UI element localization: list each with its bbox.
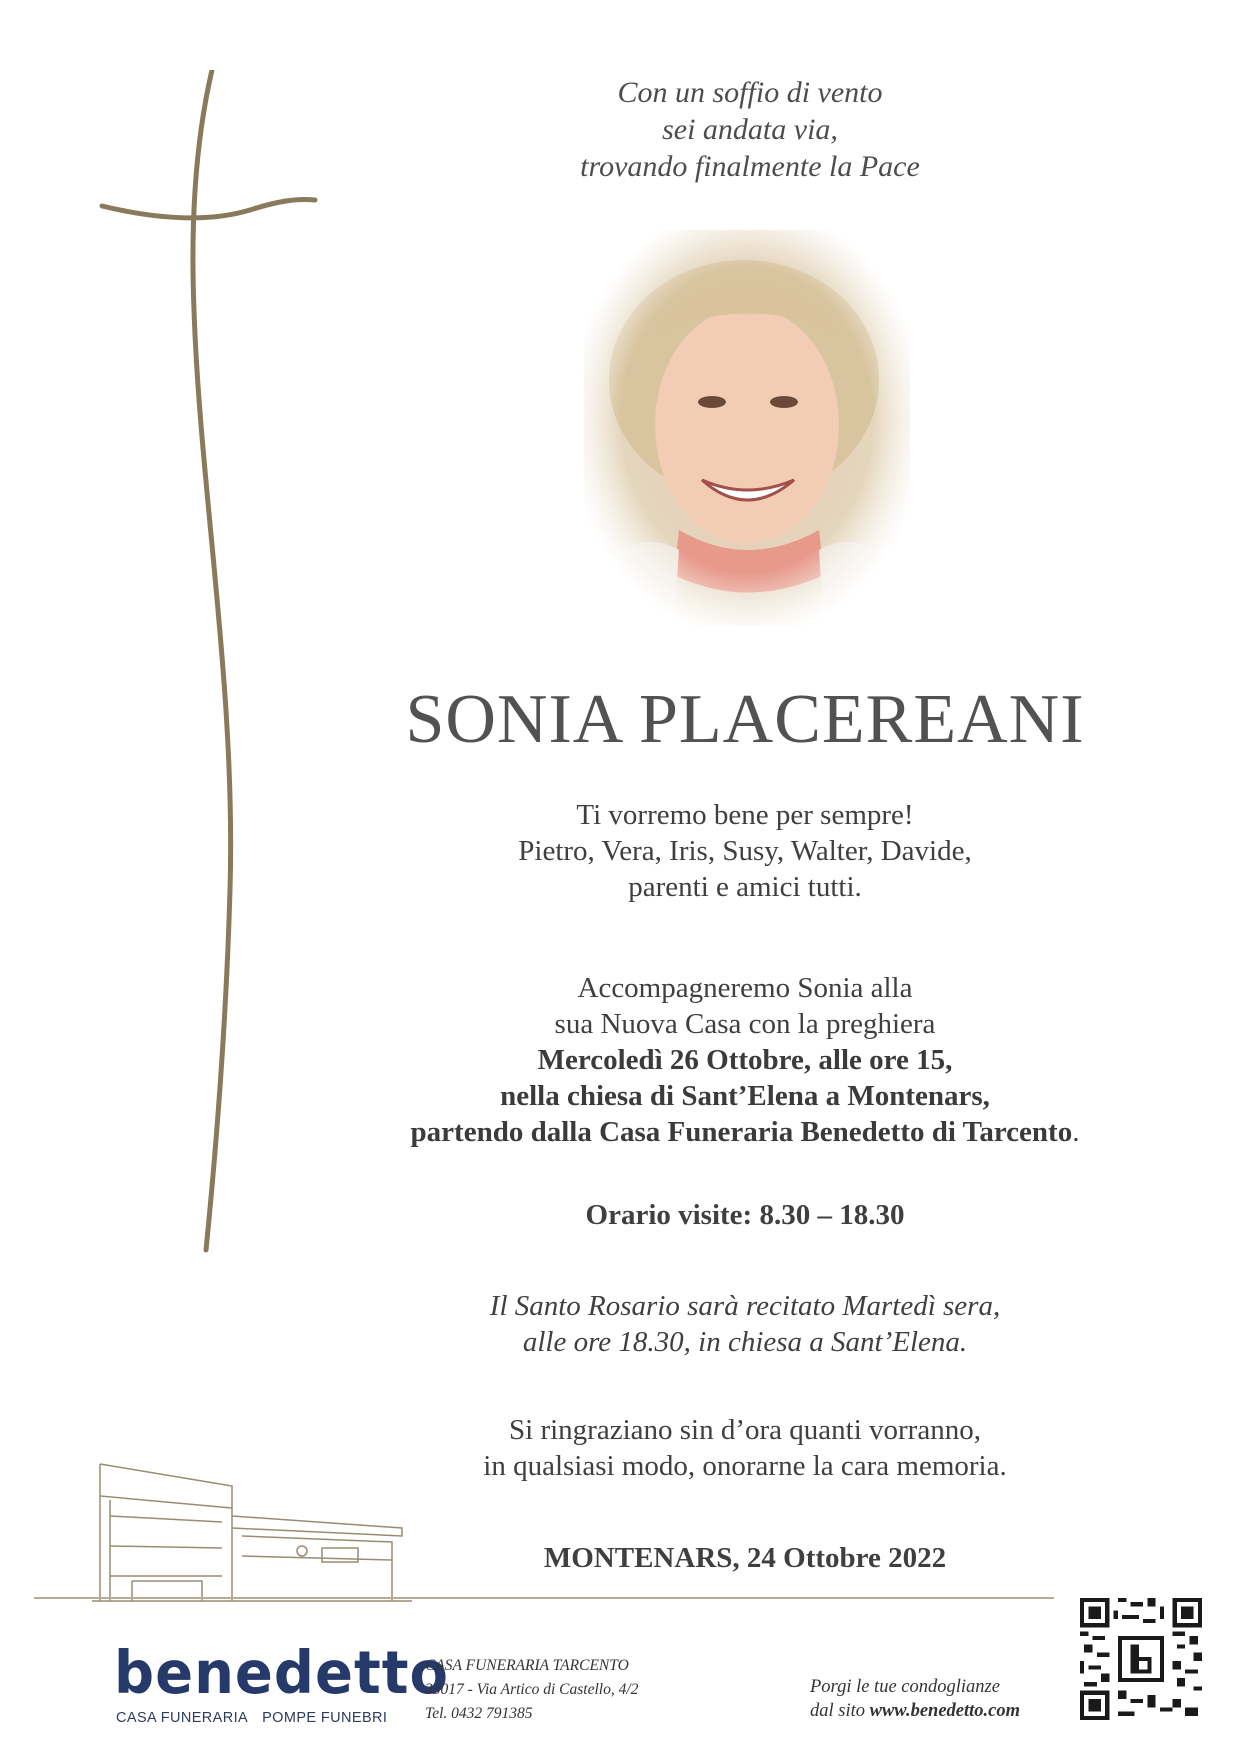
- deceased-name: SONIA PLACEREANI: [405, 681, 1085, 758]
- cross-icon: [90, 70, 320, 1260]
- thanks-message: [380, 1412, 1110, 1484]
- ceremony-departure: partendo dalla Casa Funeraria Benedetto di Tarcento: [410, 1116, 1073, 1148]
- verse-line: sei andata via,: [662, 113, 838, 146]
- opening-verse: [480, 74, 1020, 185]
- rosary-notice: [380, 1288, 1110, 1360]
- ceremony-line: Accompagneremo Sonia alla: [577, 972, 913, 1004]
- ceremony-church: nella chiesa di Sant’Elena a Montenars,: [500, 1080, 990, 1112]
- funeral-home-address: [425, 1654, 638, 1726]
- address-line: CASA FUNERARIA TARCENTO: [425, 1657, 629, 1674]
- logo-subtitle: [116, 1710, 387, 1726]
- thanks-line: in qualsiasi modo, onorarne la cara memoria.: [483, 1450, 1007, 1482]
- portrait-photo: [584, 230, 910, 626]
- verse-line: Con un soffio di vento: [617, 76, 883, 109]
- qr-code-icon[interactable]: [1080, 1598, 1202, 1720]
- portrait-illustration: [584, 230, 910, 626]
- rosary-line: alle ore 18.30, in chiesa a Sant’Elena.: [522, 1326, 968, 1358]
- address-line: Tel. 0432 791385: [425, 1705, 533, 1722]
- message-line: parenti e amici tutti.: [628, 871, 862, 903]
- ceremony-details: [300, 970, 1190, 1150]
- verse-line: trovando finalmente la Pace: [580, 150, 920, 183]
- visiting-hours: Orario visite: 8.30 – 18.30: [585, 1199, 905, 1231]
- place-date: MONTENARS, 24 Ottobre 2022: [543, 1542, 947, 1574]
- footer-divider: [34, 1597, 1054, 1599]
- ceremony-period: .: [1072, 1116, 1080, 1148]
- address-line: 33017 - Via Artico di Castello, 4/2: [425, 1681, 639, 1698]
- family-message: [380, 797, 1110, 905]
- website-link[interactable]: www.benedetto.com: [869, 1701, 1021, 1721]
- condolence-note: [810, 1675, 1020, 1723]
- ceremony-date: Mercoledì 26 Ottobre, alle ore 15,: [537, 1044, 953, 1076]
- thanks-line: Si ringraziano sin d’ora quanti vorranno,: [509, 1414, 981, 1446]
- benedetto-logo: benedetto: [114, 1639, 449, 1708]
- message-line: Pietro, Vera, Iris, Susy, Walter, Davide,: [518, 835, 972, 867]
- logo-sub-pompe: POMPE FUNEBRI: [262, 1710, 388, 1726]
- condolence-prefix: dal sito: [810, 1701, 870, 1721]
- ceremony-line: sua Nuova Casa con la preghiera: [554, 1008, 936, 1040]
- message-line: Ti vorremo bene per sempre!: [576, 799, 914, 831]
- rosary-line: Il Santo Rosario sarà recitato Martedì sera,: [489, 1290, 1001, 1322]
- logo-sub-casa: CASA FUNERARIA: [116, 1710, 249, 1726]
- building-icon: [92, 1456, 412, 1606]
- condolence-line: Porgi le tue condoglianze: [810, 1677, 1000, 1697]
